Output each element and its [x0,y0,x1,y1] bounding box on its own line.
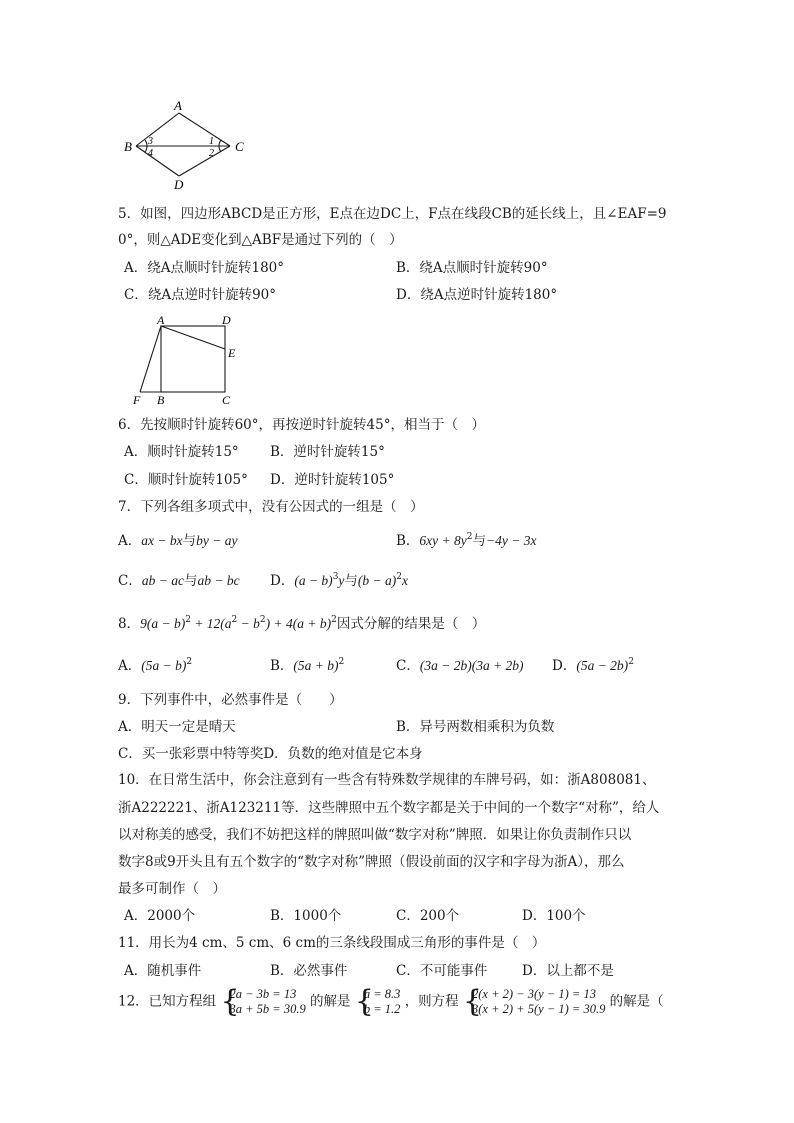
q7-b-expr2: −4y − 3x [486,533,537,548]
q8-b-expr: (5a + b) [293,658,339,673]
fig1-angle-2: 2 [209,148,214,159]
q7-option-d [270,572,408,590]
q11-option-c: C．不可能事件 [396,963,488,979]
q12-system-2: { 2(x + 2) − 3(y − 1) = 13 3(x + 2) + 5(y − 1) = 30.9 [462,983,606,1019]
figure-square-abcd [128,312,246,408]
q8-b-exp: 2 [338,657,345,667]
q7-a-and: 与 [182,533,197,549]
q7-a-expr2: by − ay [196,533,238,548]
q5-option-c: C．绕A点逆时针旋转90° [124,287,277,303]
q7-c-expr2: ab − bc [197,573,240,588]
fig1-label-a: A [174,98,182,113]
fig2-label-c: C [222,393,231,407]
fig1-label-c: C [235,139,244,154]
fig2-label-e: E [228,346,236,360]
q9-option-a: A．明天一定是晴天 [118,719,236,735]
q10-line-1: 10．在日常生活中，你会注意到有一些含有特殊数学规律的车牌号码，如：浙A808081、 [118,772,656,788]
q8-exp-1: 2 [185,615,191,625]
q10-line-4: 数字8或9开头且有五个数字的“数字对称”牌照（假设前面的汉字和字母为浙A），那么 [118,854,625,870]
q8-option-a [118,657,192,675]
fig2-label-f: F [133,393,141,407]
q10-option-b: B．1000个 [270,908,342,924]
fig1-angle-1: 1 [209,136,214,147]
q6-option-b: B．逆时针旋转15° [270,444,385,460]
q7-d-expr1b: y [338,573,345,588]
q7-option-c [118,572,240,590]
q9-stem: 9．下列事件中，必然事件是（ ） [118,692,343,708]
q8-exp-3: 2 [259,615,266,625]
q8-a-expr: (5a − b) [141,658,187,673]
q7-b-expr1: 6xy + 8y [419,533,467,548]
q12-mid1: 的解是 [310,993,351,1010]
q7-d-exp2: 2 [396,572,403,582]
q7-d-exp1: 3 [332,572,339,582]
q8-a-exp: 2 [186,657,193,667]
fig2-label-b: B [157,393,165,407]
fig1-angle-3: 3 [148,136,153,147]
q7-option-b [396,532,536,550]
q5-line-1: 5．如图，四边形ABCD是正方形，E点在边DC上，F点在线段CB的延长线上，且∠EAF=9 [118,206,667,222]
q8-tail: 因式分解的结果是（ ） [336,616,486,632]
q7-b-label: B． [396,533,420,549]
q11-stem: 11．用长为4 cm、5 cm、6 cm的三条线段围成三角形的事件是（ ） [118,935,546,951]
q6-option-d: D．逆时针旋转105° [270,472,395,488]
q8-option-d [552,657,634,675]
q12-sys2-row1: 2(x + 2) − 3(y − 1) = 13 [471,986,596,1001]
q7-c-label: C． [118,573,142,589]
q12-pre: 12．已知方程组 [118,993,217,1010]
q8-number: 8． [118,616,141,632]
q7-a-expr1: ax − bx [141,533,183,548]
q8-d-exp: 2 [628,657,634,667]
q5-line-2: 0°，则△ADE变化到△ABF是通过下列的（ ） [118,232,403,248]
q10-line-5: 最多可制作（ ） [118,881,226,897]
q8-expr-a: 9(a − b) [140,616,186,631]
q12-mid2: ，则方程 [404,993,459,1010]
figure-quadrilateral-abcd [118,98,258,194]
q12-sys1-row2: 3a + 5b = 30.9 [229,1001,306,1016]
q12-tail: 的解是（ [609,993,664,1010]
q12-solution: { a = 8.3 b = 1.2 [354,983,401,1019]
q8-exp-2: 2 [231,615,238,625]
q7-d-expr2b: x [402,573,409,588]
q5-option-d: D．绕A点逆时针旋转180° [396,287,558,303]
q8-stem [118,615,485,633]
q7-a-label: A． [118,533,142,549]
q8-expr-d: ) + 4(a + b) [265,616,332,631]
q9-option-cd: C．买一张彩票中特等奖D．负数的绝对值是它本身 [118,746,423,762]
q7-d-and: 与 [344,573,358,589]
q10-option-a: A．2000个 [124,908,196,924]
q12-sol-row2: b = 1.2 [363,1001,401,1016]
q10-option-c: C．200个 [396,908,460,924]
q6-option-a: A．顺时针旋转15° [124,444,239,460]
fig1-angle-4: 4 [148,148,153,159]
q10-line-2: 浙A222221、浙A123211等．这些牌照中五个数字都是关于中间的一个数字“对称”，给人 [118,800,660,816]
q8-d-label: D． [552,658,577,674]
fig2-label-d: D [222,313,231,327]
q8-option-b [270,657,344,675]
q8-d-expr: (5a − 2b) [576,658,629,673]
q7-c-and: 与 [183,573,198,589]
q11-option-b: B．必然事件 [270,963,348,979]
q8-expr-c: − b [237,616,260,631]
q8-exp-4: 2 [331,615,337,625]
q7-stem: 7．下列各组多项式中，没有公因式的一组是（ ） [118,499,424,515]
q11-option-d: D．以上都不是 [522,963,614,979]
q7-b-and: 与 [472,533,486,549]
q6-option-c: C．顺时针旋转105° [124,472,248,488]
fig1-label-d: D [174,177,184,192]
q12-system-1: { 2a − 3b = 13 3a + 5b = 30.9 [220,983,306,1019]
q7-option-a [118,532,237,550]
q8-option-c [396,657,524,675]
q8-c-label: C． [396,658,420,674]
q8-c-expr: (3a − 2b)(3a + 2b) [419,658,524,673]
q10-line-3: 以对称美的感受，我们不妨把这样的牌照叫做“数字对称”牌照．如果让你负责制作只以 [118,827,632,843]
q7-d-expr1a: (a − b) [294,573,333,588]
q5-option-a: A．绕A点顺时针旋转180° [124,260,285,276]
q9-option-b: B．异号两数相乘积为负数 [396,719,555,735]
q12-sys2-row2: 3(x + 2) + 5(y − 1) = 30.9 [471,1001,606,1016]
q10-option-d: D．100个 [522,908,586,924]
q5-option-b: B．绕A点顺时针旋转90° [396,260,548,276]
q6-stem: 6．先按顺时针旋转60°，再按逆时针旋转45°，相当于（ ） [118,417,485,433]
q8-expr-b: + 12(a [190,616,232,631]
q8-b-label: B． [270,658,294,674]
q12-sol-row1: a = 8.3 [363,986,401,1001]
q12-stem [118,983,664,1019]
q12-sys1-row1: 2a − 3b = 13 [229,986,297,1001]
q11-option-a: A．随机事件 [124,963,202,979]
q7-b-exp: 2 [466,532,473,542]
fig2-label-a: A [157,313,165,327]
q7-d-label: D． [270,573,295,589]
q7-d-expr2a: (b − a) [357,573,397,588]
q7-c-expr1: ab − ac [141,573,184,588]
fig1-label-b: B [124,139,132,154]
q8-a-label: A． [118,658,142,674]
